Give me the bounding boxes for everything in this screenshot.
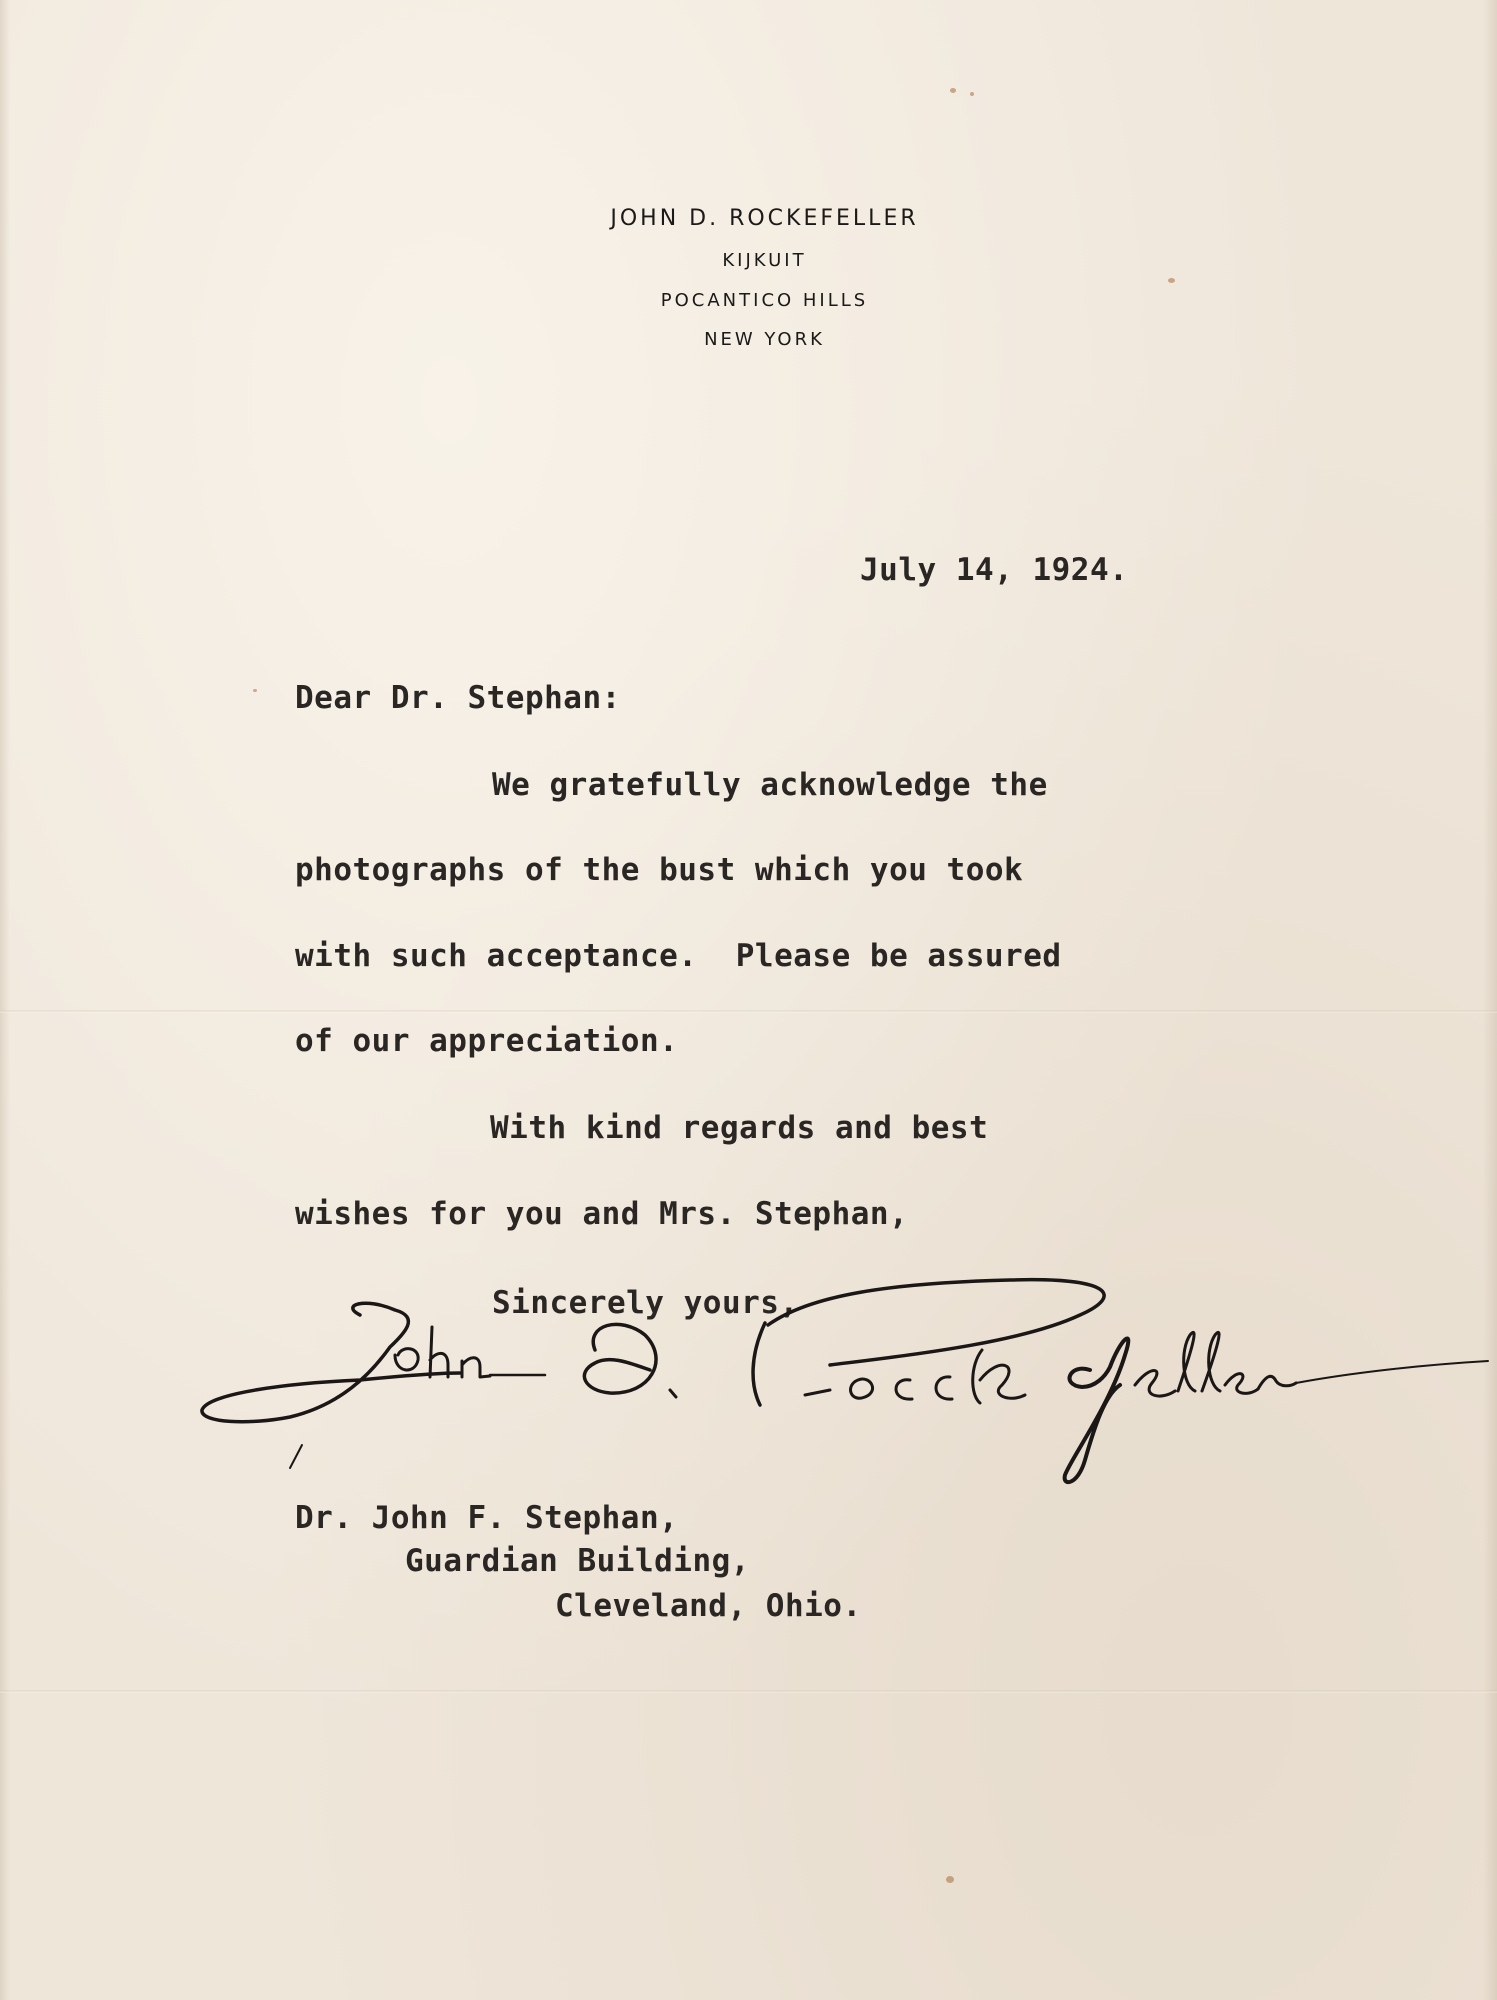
foxing-spot xyxy=(253,689,257,692)
fold-line-upper xyxy=(0,1010,1497,1013)
recipient-name: Dr. John F. Stephan, xyxy=(295,1500,679,1536)
fold-line-lower xyxy=(0,1690,1497,1693)
paper-edge-left xyxy=(0,0,10,2000)
body-line: of our appreciation. xyxy=(295,1023,679,1059)
body-line: with such acceptance. Please be assured xyxy=(295,938,1062,974)
body-line: With kind regards and best xyxy=(490,1110,989,1146)
letterhead-place: POCANTICO HILLS xyxy=(660,290,869,311)
recipient-building: Guardian Building, xyxy=(405,1543,750,1579)
letter-salutation: Dear Dr. Stephan: xyxy=(295,680,621,716)
body-line: We gratefully acknowledge the xyxy=(492,767,1048,803)
foxing-spot xyxy=(946,1876,954,1883)
foxing-spot xyxy=(970,92,974,96)
foxing-spot xyxy=(1168,278,1175,283)
letterhead-estate: KIJKUIT xyxy=(722,250,807,271)
body-line: photographs of the bust which you took xyxy=(295,852,1024,888)
handwritten-signature xyxy=(190,1255,1490,1505)
letterhead-state: NEW YORK xyxy=(704,329,825,350)
recipient-city: Cleveland, Ohio. xyxy=(555,1588,862,1624)
letterhead-name: JOHN D. ROCKEFELLER xyxy=(610,206,919,231)
body-line: wishes for you and Mrs. Stephan, xyxy=(295,1196,909,1232)
letter-date: July 14, 1924. xyxy=(860,552,1129,588)
letter-closing: Sincerely yours, xyxy=(492,1285,799,1321)
foxing-spot xyxy=(950,88,956,93)
